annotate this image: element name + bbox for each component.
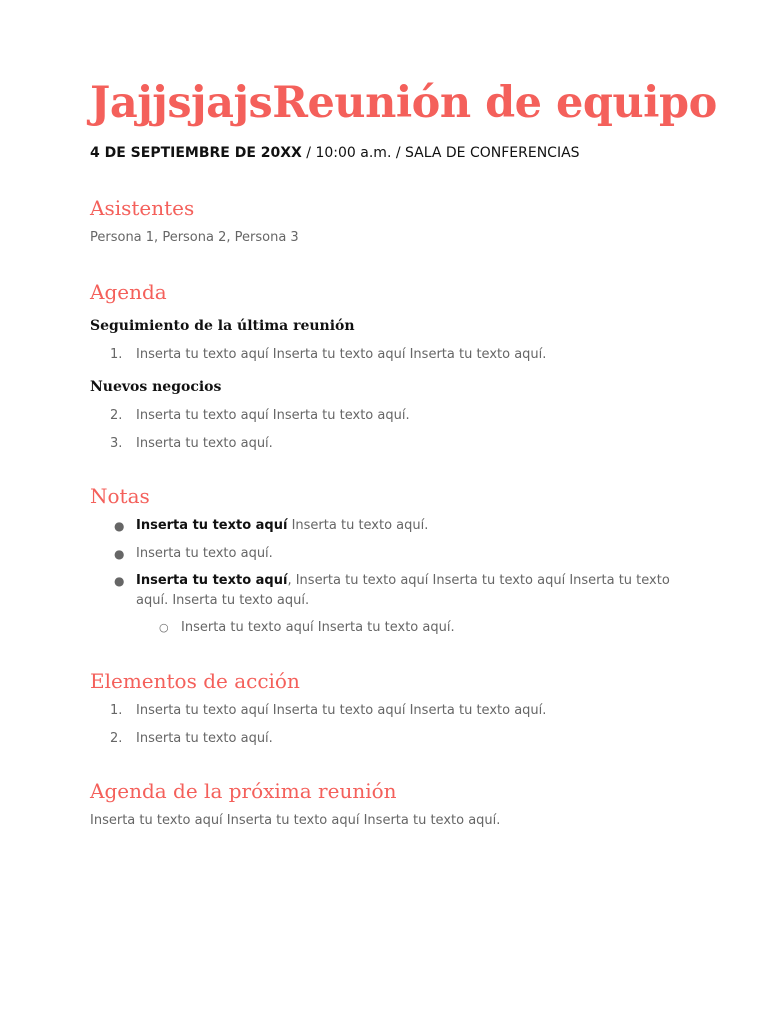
agenda-item [110,345,696,365]
note-text: , Inserta tu texto aquí Inserta tu texto aquí Inserta tu texto aquí. Inserta tu texto aquí. [136,573,670,608]
meeting-date: 4 DE SEPTIEMBRE DE 20XX [90,145,302,161]
note-bold-text: Inserta tu texto aquí [136,518,288,533]
agenda-subheading-new-business: Nuevos negocios [90,379,222,395]
agenda-item [110,434,696,454]
note-item [114,571,696,611]
note-text: Inserta tu texto aquí. [136,546,273,561]
list-number: 1. [110,703,123,718]
note-subitem-text: Inserta tu texto aquí Inserta tu texto aquí. [181,620,455,635]
note-bold-text: Inserta tu texto aquí [136,573,288,588]
agenda-heading: Agenda [90,280,167,304]
list-number: 1. [110,347,123,362]
note-text: Inserta tu texto aquí. [287,518,429,533]
note-subitem [159,618,455,638]
bullet-icon: ● [114,547,125,561]
list-number: 2. [110,408,123,423]
action-items-heading: Elementos de acción [90,669,300,693]
attendees-text: Persona 1, Persona 2, Persona 3 [90,230,299,245]
notes-heading: Notas [90,484,150,508]
next-meeting-heading: Agenda de la próxima reunión [90,779,397,803]
next-meeting-text: Inserta tu texto aquí Inserta tu texto aquí Inserta tu texto aquí. [90,813,501,828]
agenda-subheading-followup: Seguimiento de la última reunión [90,318,355,334]
meeting-details [90,145,580,161]
bullet-icon: ● [114,574,125,588]
agenda-item [110,406,696,426]
agenda-item-text: Inserta tu texto aquí Inserta tu texto aquí. [136,408,410,423]
document-title: JajjsjajsReunión de equipo [90,78,717,128]
bullet-icon: ● [114,519,125,533]
list-number: 3. [110,436,123,451]
attendees-heading: Asistentes [90,196,195,220]
agenda-item-text: Inserta tu texto aquí Inserta tu texto aquí Inserta tu texto aquí. [136,347,547,362]
agenda-item-text: Inserta tu texto aquí. [136,436,273,451]
action-item-text: Inserta tu texto aquí. [136,731,273,746]
list-number: 2. [110,731,123,746]
action-item-text: Inserta tu texto aquí Inserta tu texto aquí Inserta tu texto aquí. [136,703,547,718]
action-item [110,701,696,721]
hollow-bullet-icon: ○ [159,621,169,634]
action-item [110,729,696,749]
note-item [114,516,696,536]
meeting-time-location: / 10:00 a.m. / SALA DE CONFERENCIAS [301,145,580,161]
note-item [114,544,696,564]
